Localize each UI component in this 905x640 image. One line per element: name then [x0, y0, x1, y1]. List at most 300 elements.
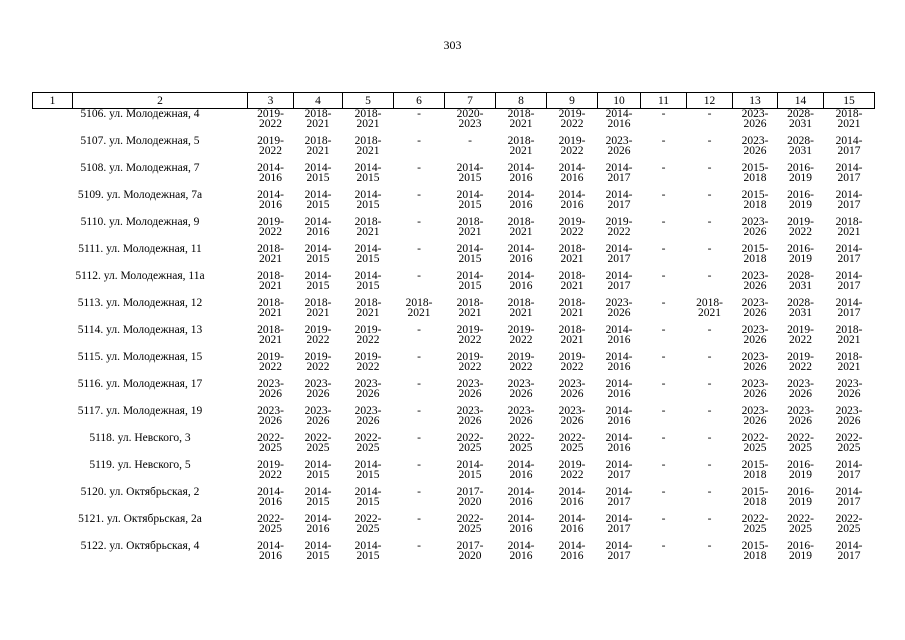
- street-address: ул. Молодежная, 7: [109, 162, 200, 174]
- period-cell: 2018- 2021: [456, 216, 484, 238]
- period-cell: 2014- 2015: [354, 459, 382, 481]
- table-row: [33, 514, 875, 541]
- period-cell: 2022- 2025: [257, 432, 284, 454]
- column-header: 12: [687, 93, 733, 109]
- period-cell: 2018- 2021: [405, 297, 433, 319]
- period-cell: -: [661, 459, 666, 471]
- period-cell: 2020- 2023: [456, 108, 484, 130]
- period-cell: 2019- 2022: [456, 351, 484, 373]
- period-cell: 2022- 2025: [304, 432, 332, 454]
- column-header: 3: [248, 93, 294, 109]
- period-cell: 2023- 2026: [741, 270, 769, 292]
- street-address: ул. Невского, 5: [117, 459, 191, 471]
- period-cell: 2014- 2015: [304, 162, 332, 184]
- period-cell: 2014- 2015: [354, 243, 382, 265]
- street-address: ул. Молодежная, 7а: [106, 189, 203, 201]
- period-cell: 2019- 2022: [558, 108, 586, 130]
- period-cell: 2018- 2021: [835, 216, 863, 238]
- schedule-table: [32, 92, 875, 568]
- period-cell: 2018- 2021: [354, 216, 382, 238]
- period-cell: 2014- 2016: [507, 486, 535, 508]
- table-row: [33, 406, 875, 433]
- period-cell: 2016- 2019: [787, 459, 814, 481]
- period-cell: 2018- 2021: [558, 270, 586, 292]
- street-address: ул. Молодежная, 4: [109, 108, 200, 120]
- period-cell: 2018- 2021: [304, 135, 332, 157]
- period-cell: 2019- 2022: [257, 216, 284, 238]
- period-cell: -: [661, 486, 666, 498]
- row-number: 5106.: [80, 108, 107, 120]
- row-number: 5120.: [80, 486, 107, 498]
- period-cell: 2023- 2026: [456, 405, 484, 427]
- row-number: 5112.: [75, 270, 101, 282]
- row-number: 5114.: [77, 324, 104, 336]
- period-cell: 2018- 2021: [558, 243, 586, 265]
- period-cell: 2018- 2021: [304, 108, 332, 130]
- period-cell: -: [417, 270, 421, 282]
- period-cell: 2014- 2016: [257, 540, 284, 562]
- period-cell: 2023- 2026: [741, 351, 769, 373]
- period-cell: -: [661, 270, 666, 282]
- period-cell: 2022- 2025: [741, 513, 769, 535]
- period-cell: -: [661, 243, 666, 255]
- street-address: ул. Молодежная, 5: [109, 135, 200, 147]
- period-cell: 2014- 2016: [558, 540, 586, 562]
- period-cell: -: [417, 459, 421, 471]
- row-number: 5116.: [77, 378, 104, 390]
- period-cell: 2022- 2025: [354, 513, 382, 535]
- period-cell: 2014- 2016: [507, 459, 535, 481]
- column-header: 8: [496, 93, 547, 109]
- period-cell: -: [661, 378, 666, 390]
- period-cell: 2014- 2017: [605, 513, 633, 535]
- period-cell: 2014- 2017: [835, 540, 863, 562]
- period-cell: 2014- 2015: [354, 486, 382, 508]
- period-cell: 2023- 2026: [741, 108, 769, 130]
- period-cell: 2022- 2025: [456, 513, 484, 535]
- street-address: ул. Октябрьская, 2: [109, 486, 200, 498]
- period-cell: -: [661, 216, 666, 228]
- period-cell: -: [417, 324, 421, 336]
- period-cell: -: [707, 540, 712, 552]
- period-cell: 2023- 2026: [507, 405, 535, 427]
- period-cell: 2019- 2022: [354, 324, 382, 346]
- table-row: [33, 379, 875, 406]
- period-cell: 2015- 2018: [741, 459, 769, 481]
- period-cell: -: [417, 216, 421, 228]
- period-cell: 2019- 2022: [605, 216, 633, 238]
- period-cell: 2018- 2021: [835, 324, 863, 346]
- period-cell: 2022- 2025: [558, 432, 586, 454]
- street-address: ул. Невского, 3: [117, 432, 191, 444]
- period-cell: 2023- 2026: [605, 297, 633, 319]
- address-cell: [33, 136, 248, 163]
- period-cell: -: [417, 405, 421, 417]
- period-cell: 2019- 2022: [558, 216, 586, 238]
- column-header: 10: [598, 93, 641, 109]
- period-cell: 2014- 2016: [605, 324, 633, 346]
- period-cell: -: [661, 351, 666, 363]
- period-cell: -: [707, 135, 712, 147]
- period-cell: 2014- 2015: [304, 540, 332, 562]
- address-cell: [33, 217, 248, 244]
- period-cell: 2028- 2031: [787, 297, 814, 319]
- period-cell: 2022- 2025: [787, 432, 814, 454]
- street-address: ул. Молодежная, 9: [108, 216, 200, 228]
- street-address: ул. Молодежная, 12: [106, 297, 203, 309]
- period-cell: -: [417, 486, 421, 498]
- period-cell: 2015- 2018: [741, 540, 769, 562]
- address-cell: [33, 487, 248, 514]
- period-cell: 2014- 2015: [456, 189, 484, 211]
- table-row: [33, 541, 875, 568]
- table-row: [33, 244, 875, 271]
- column-header: 2: [73, 93, 248, 109]
- row-number: 5121.: [78, 513, 104, 525]
- period-cell: 2014- 2017: [605, 540, 633, 562]
- period-cell: 2019- 2022: [304, 324, 332, 346]
- period-cell: -: [417, 162, 421, 174]
- period-cell: -: [661, 540, 666, 552]
- period-cell: 2014- 2015: [456, 162, 484, 184]
- period-cell: 2018- 2021: [257, 297, 284, 319]
- period-cell: 2022- 2025: [354, 432, 382, 454]
- period-cell: 2018- 2021: [507, 216, 535, 238]
- period-cell: 2018- 2021: [835, 108, 863, 130]
- period-cell: 2023- 2026: [304, 405, 332, 427]
- period-cell: -: [417, 189, 421, 201]
- period-cell: 2022- 2025: [787, 513, 814, 535]
- period-cell: -: [707, 405, 712, 417]
- period-cell: 2014- 2017: [835, 243, 863, 265]
- period-cell: 2016- 2019: [787, 189, 814, 211]
- period-cell: 2014- 2016: [304, 513, 332, 535]
- period-cell: 2018- 2021: [354, 297, 382, 319]
- period-cell: 2014- 2016: [558, 162, 586, 184]
- address-cell: [33, 163, 248, 190]
- address-cell: [33, 109, 248, 137]
- period-cell: 2023- 2026: [741, 297, 769, 319]
- period-cell: 2018- 2021: [835, 351, 863, 373]
- period-cell: 2014- 2016: [257, 162, 284, 184]
- address-cell: [33, 325, 248, 352]
- row-number: 5119.: [89, 459, 115, 471]
- period-cell: 2014- 2015: [456, 270, 484, 292]
- period-cell: -: [661, 162, 666, 174]
- column-header: 13: [733, 93, 778, 109]
- period-cell: 2014- 2016: [507, 162, 535, 184]
- table-header-row: [33, 93, 875, 109]
- table-row: [33, 109, 875, 137]
- table-row: [33, 271, 875, 298]
- period-cell: 2014- 2017: [835, 486, 863, 508]
- address-cell: [33, 352, 248, 379]
- period-cell: 2023- 2026: [354, 378, 382, 400]
- period-cell: 2022- 2025: [835, 432, 863, 454]
- street-address: ул. Молодежная, 11: [106, 243, 202, 255]
- period-cell: 2014- 2016: [558, 189, 586, 211]
- row-number: 5107.: [80, 135, 107, 147]
- address-cell: [33, 298, 248, 325]
- period-cell: 2015- 2018: [741, 486, 769, 508]
- period-cell: 2023- 2026: [787, 405, 814, 427]
- table-row: [33, 217, 875, 244]
- row-number: 5108.: [80, 162, 107, 174]
- period-cell: 2023- 2026: [304, 378, 332, 400]
- period-cell: 2018- 2021: [354, 108, 382, 130]
- period-cell: -: [417, 243, 421, 255]
- table-row: [33, 163, 875, 190]
- period-cell: 2014- 2017: [835, 189, 863, 211]
- column-header: 14: [778, 93, 824, 109]
- period-cell: -: [707, 459, 712, 471]
- period-cell: -: [417, 108, 421, 120]
- period-cell: -: [707, 486, 712, 498]
- period-cell: 2018- 2021: [558, 297, 586, 319]
- street-address: ул. Молодежная, 15: [106, 351, 203, 363]
- period-cell: 2014- 2016: [558, 513, 586, 535]
- period-cell: 2018- 2021: [558, 324, 586, 346]
- period-cell: 2017- 2020: [456, 486, 484, 508]
- period-cell: 2019- 2022: [787, 324, 814, 346]
- table-row: [33, 487, 875, 514]
- period-cell: 2014- 2017: [835, 135, 863, 157]
- period-cell: 2019- 2022: [787, 216, 814, 238]
- period-cell: -: [661, 135, 666, 147]
- column-header: 15: [824, 93, 875, 109]
- period-cell: 2014- 2016: [558, 486, 586, 508]
- table-row: [33, 190, 875, 217]
- period-cell: 2019- 2022: [558, 351, 586, 373]
- period-cell: 2014- 2017: [605, 243, 633, 265]
- period-cell: 2019- 2022: [257, 459, 284, 481]
- period-cell: 2014- 2016: [605, 432, 633, 454]
- street-address: ул. Октябрьская, 4: [109, 540, 200, 552]
- period-cell: 2014- 2016: [605, 378, 633, 400]
- period-cell: 2014- 2016: [507, 243, 535, 265]
- period-cell: 2018- 2021: [257, 243, 284, 265]
- address-cell: [33, 433, 248, 460]
- period-cell: 2014- 2017: [605, 189, 633, 211]
- period-cell: 2014- 2015: [354, 162, 382, 184]
- period-cell: 2014- 2016: [605, 351, 633, 373]
- period-cell: -: [417, 378, 421, 390]
- row-number: 5115.: [77, 351, 104, 363]
- period-cell: 2018- 2021: [507, 135, 535, 157]
- street-address: ул. Октябрьская, 2а: [106, 513, 202, 525]
- period-cell: 2023- 2026: [354, 405, 382, 427]
- period-cell: 2014- 2015: [304, 189, 332, 211]
- period-cell: 2014- 2016: [507, 189, 535, 211]
- address-cell: [33, 379, 248, 406]
- period-cell: -: [707, 513, 712, 525]
- period-cell: 2023- 2026: [787, 378, 814, 400]
- row-number: 5110.: [80, 216, 107, 228]
- period-cell: 2014- 2016: [257, 189, 284, 211]
- period-cell: 2023- 2026: [741, 324, 769, 346]
- period-cell: -: [417, 351, 421, 363]
- period-cell: 2014- 2016: [304, 216, 332, 238]
- column-header: 11: [641, 93, 687, 109]
- table-body: [33, 109, 875, 569]
- period-cell: -: [417, 540, 421, 552]
- period-cell: 2014- 2017: [835, 297, 863, 319]
- period-cell: -: [707, 324, 712, 336]
- period-cell: 2014- 2015: [456, 459, 484, 481]
- period-cell: 2019- 2022: [304, 351, 332, 373]
- row-number: 5118.: [89, 432, 115, 444]
- period-cell: 2015- 2018: [741, 189, 769, 211]
- period-cell: -: [661, 189, 666, 201]
- period-cell: 2014- 2016: [507, 540, 535, 562]
- period-cell: 2014- 2017: [605, 162, 633, 184]
- period-cell: 2022- 2025: [741, 432, 769, 454]
- period-cell: -: [707, 216, 712, 228]
- period-cell: 2016- 2019: [787, 540, 814, 562]
- column-header: 1: [33, 93, 73, 109]
- period-cell: 2023- 2026: [835, 378, 863, 400]
- period-cell: 2023- 2026: [741, 135, 769, 157]
- table-row: [33, 136, 875, 163]
- address-cell: [33, 244, 248, 271]
- row-number: 5113.: [77, 297, 104, 309]
- period-cell: 2014- 2016: [507, 270, 535, 292]
- street-address: ул. Молодежная, 19: [106, 405, 203, 417]
- period-cell: 2014- 2017: [835, 162, 863, 184]
- row-number: 5111.: [78, 243, 104, 255]
- street-address: ул. Молодежная, 13: [106, 324, 203, 336]
- period-cell: 2018- 2021: [257, 270, 284, 292]
- period-cell: -: [707, 270, 712, 282]
- table-row: [33, 298, 875, 325]
- column-header: 7: [445, 93, 496, 109]
- period-cell: 2023- 2026: [507, 378, 535, 400]
- period-cell: 2019- 2022: [787, 351, 814, 373]
- period-cell: -: [707, 432, 712, 444]
- table-row: [33, 325, 875, 352]
- period-cell: -: [661, 405, 666, 417]
- row-number: 5122.: [80, 540, 107, 552]
- address-cell: [33, 514, 248, 541]
- period-cell: 2014- 2016: [257, 486, 284, 508]
- period-cell: 2022- 2025: [456, 432, 484, 454]
- period-cell: -: [661, 297, 666, 309]
- period-cell: 2016- 2019: [787, 486, 814, 508]
- period-cell: 2023- 2026: [558, 405, 586, 427]
- period-cell: 2019- 2022: [354, 351, 382, 373]
- period-cell: 2023- 2026: [835, 405, 863, 427]
- period-cell: 2019- 2022: [456, 324, 484, 346]
- period-cell: 2019- 2022: [507, 324, 535, 346]
- period-cell: -: [707, 189, 712, 201]
- period-cell: 2019- 2022: [558, 135, 586, 157]
- period-cell: -: [417, 432, 421, 444]
- period-cell: 2014- 2016: [605, 405, 633, 427]
- period-cell: 2014- 2015: [354, 540, 382, 562]
- street-address: ул. Молодежная, 11а: [103, 270, 205, 282]
- period-cell: 2023- 2026: [257, 378, 284, 400]
- period-cell: 2018- 2021: [696, 297, 723, 319]
- period-cell: 2018- 2021: [507, 297, 535, 319]
- period-cell: 2019- 2022: [558, 459, 586, 481]
- period-cell: 2018- 2021: [456, 297, 484, 319]
- period-cell: 2014- 2017: [605, 486, 633, 508]
- period-cell: 2019- 2022: [507, 351, 535, 373]
- period-cell: 2014- 2015: [304, 270, 332, 292]
- period-cell: -: [707, 162, 712, 174]
- period-cell: 2014- 2015: [304, 459, 332, 481]
- row-number: 5109.: [77, 189, 104, 201]
- column-header: 6: [394, 93, 445, 109]
- period-cell: -: [661, 324, 666, 336]
- period-cell: -: [707, 243, 712, 255]
- period-cell: -: [417, 135, 421, 147]
- table-row: [33, 352, 875, 379]
- period-cell: -: [417, 513, 421, 525]
- table-row: [33, 460, 875, 487]
- row-number: 5117.: [77, 405, 104, 417]
- page-number: 303: [443, 38, 462, 52]
- period-cell: 2019- 2022: [257, 351, 284, 373]
- address-cell: [33, 271, 248, 298]
- period-cell: 2016- 2019: [787, 243, 814, 265]
- period-cell: 2018- 2021: [507, 108, 535, 130]
- period-cell: 2019- 2022: [257, 135, 284, 157]
- street-address: ул. Молодежная, 17: [106, 378, 203, 390]
- period-cell: 2014- 2015: [304, 486, 332, 508]
- period-cell: 2022- 2025: [257, 513, 284, 535]
- period-cell: 2014- 2015: [456, 243, 484, 265]
- period-cell: 2018- 2021: [354, 135, 382, 157]
- period-cell: 2023- 2026: [456, 378, 484, 400]
- period-cell: 2014- 2016: [507, 513, 535, 535]
- period-cell: 2014- 2017: [605, 270, 633, 292]
- period-cell: 2017- 2020: [456, 540, 484, 562]
- period-cell: 2023- 2026: [558, 378, 586, 400]
- period-cell: 2023- 2026: [741, 216, 769, 238]
- column-header: 5: [343, 93, 394, 109]
- period-cell: 2014- 2017: [835, 459, 863, 481]
- address-cell: [33, 460, 248, 487]
- address-cell: [33, 541, 248, 568]
- period-cell: 2022- 2025: [835, 513, 863, 535]
- table-row: [33, 433, 875, 460]
- period-cell: 2023- 2026: [605, 135, 633, 157]
- period-cell: 2018- 2021: [257, 324, 284, 346]
- period-cell: 2019- 2022: [257, 108, 284, 130]
- period-cell: 2022- 2025: [507, 432, 535, 454]
- period-cell: 2023- 2026: [257, 405, 284, 427]
- address-cell: [33, 190, 248, 217]
- column-header: 9: [547, 93, 598, 109]
- period-cell: 2014- 2015: [354, 270, 382, 292]
- period-cell: -: [707, 108, 712, 120]
- period-cell: 2028- 2031: [787, 270, 814, 292]
- period-cell: 2023- 2026: [741, 378, 769, 400]
- period-cell: 2014- 2017: [835, 270, 863, 292]
- period-cell: 2018- 2021: [304, 297, 332, 319]
- period-cell: 2028- 2031: [787, 108, 814, 130]
- period-cell: 2015- 2018: [741, 243, 769, 265]
- period-cell: 2014- 2015: [304, 243, 332, 265]
- period-cell: -: [468, 135, 472, 147]
- period-cell: -: [707, 351, 712, 363]
- period-cell: 2014- 2016: [605, 108, 633, 130]
- period-cell: 2016- 2019: [787, 162, 814, 184]
- column-header: 4: [294, 93, 343, 109]
- period-cell: -: [661, 513, 666, 525]
- period-cell: 2028- 2031: [787, 135, 814, 157]
